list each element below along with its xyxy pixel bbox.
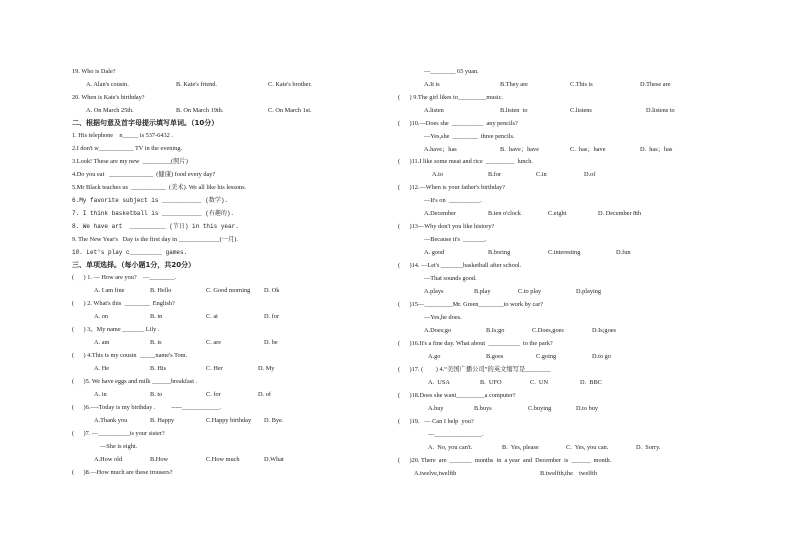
left-option-21-1: B. is — [150, 339, 162, 346]
left-option-25-3: D. of — [258, 391, 271, 398]
left-line-9: 5.Mr Black teaches us ___________ (美术). We all like his lessons. — [72, 184, 247, 191]
left-line-11: 7. I think basketball is ___________ (有趣的). — [72, 210, 235, 217]
right-option-24-0: A. USA — [428, 379, 450, 386]
right-option-17-0: A.plays — [424, 288, 444, 295]
right-option-26-0: A.buy — [428, 405, 444, 412]
left-option-30-2: C.How much — [206, 456, 240, 463]
left-option-1-2: C. Kate's brother. — [268, 81, 312, 88]
left-line-10: 6.My favorite subject is ___________ (数学). — [72, 197, 229, 204]
left-line-5: 1. His telephone n_____ is 537-6432 . — [72, 132, 173, 139]
left-option-17-0: A. I am fine — [94, 287, 125, 294]
right-option-14-2: C.interesting — [548, 249, 581, 256]
left-option-21-2: C. are — [206, 339, 222, 346]
left-option-27-1: B. Happy — [150, 417, 175, 424]
right-option-17-1: B.play — [474, 288, 491, 295]
right-line-7: ( )11.I like some meat and rice _________ lunch. — [398, 158, 533, 165]
left-option-19-2: C. at — [206, 313, 218, 320]
right-line-4: ( )10.—Does she __________ any pencils? — [398, 120, 518, 127]
left-option-17-1: B. Hello — [150, 287, 172, 294]
left-option-29-0: —She is eight. — [100, 443, 138, 450]
right-option-20-3: D.Is;goes — [592, 327, 616, 334]
left-line-14: 10. Let's play c_________ games. — [72, 249, 188, 256]
left-option-17-3: D. Ok — [264, 287, 280, 294]
right-line-27: ( )19. — Can I help you? — [398, 418, 474, 425]
right-option-26-1: B.buys — [474, 405, 492, 412]
right-option-1-2: C.This is — [570, 81, 593, 88]
right-option-6-0: A.have；has — [424, 146, 457, 153]
right-option-29-2: C. Yes, you can. — [566, 444, 609, 451]
right-option-8-3: D.of — [584, 171, 596, 178]
right-option-29-0: A. No, you can't. — [428, 444, 473, 451]
left-option-3-1: B. On March 19th. — [176, 107, 224, 114]
right-option-20-0: A.Does;go — [424, 327, 452, 334]
right-option-14-3: D.fun — [616, 249, 631, 256]
left-option-1-0: A. Alan's cousin. — [86, 81, 129, 88]
left-option-21-3: D. be — [264, 339, 278, 346]
right-option-8-0: A.to — [432, 171, 444, 178]
right-line-30: ( )20. There are _______ months in a year and December is ______ month. — [398, 457, 612, 464]
left-option-17-2: C. Good morning — [206, 287, 251, 294]
right-option-3-2: C.listens — [570, 107, 592, 114]
left-line-24: ( )5. We have eggs and milk ______breakfast . — [72, 378, 198, 385]
right-option-0-0: —________ 65 yuan. — [424, 68, 479, 75]
left-line-4: 二、根据句意及首字母提示填写单词。（10分） — [72, 119, 219, 127]
left-line-22: ( ) 4.This is my cousin _____name's Tom. — [72, 352, 188, 359]
right-option-11-2: C.eight — [548, 210, 567, 217]
left-option-30-3: D.What — [264, 456, 284, 463]
left-line-0: 19. Who is Dale? — [72, 68, 116, 75]
right-option-11-1: B.ten o'clock — [488, 210, 521, 217]
right-option-3-1: B.listen to — [500, 107, 528, 114]
right-option-1-1: B.They are — [500, 81, 528, 88]
left-line-2: 20. When is Kate's birthday? — [72, 94, 145, 101]
right-option-14-0: A. good — [424, 249, 445, 256]
left-option-1-1: B. Kate's friend. — [176, 81, 218, 88]
right-option-22-2: C.going — [536, 353, 557, 360]
right-option-3-0: A.listen — [424, 107, 444, 114]
right-option-26-2: C.buying — [528, 405, 552, 412]
right-option-22-3: D.to go — [592, 353, 611, 360]
right-line-23: ( )17. ( ) 4.“美国广播公司”的英文缩写是________ — [398, 366, 551, 373]
right-line-9: ( )12.—When is your father's birthday? — [398, 184, 505, 191]
right-option-8-1: B.for — [488, 171, 502, 178]
right-option-31-1: B.twelfth,the twelfth — [540, 470, 598, 477]
left-option-21-0: A. am — [94, 339, 110, 346]
left-option-19-3: D. for — [264, 313, 280, 320]
left-line-26: ( )6.—-Today is my birthday . -----____________. — [72, 404, 222, 411]
right-option-17-3: D.playing — [576, 288, 602, 295]
right-option-11-0: A.December — [424, 210, 456, 217]
left-line-28: ( )7. —__________is your sister? — [72, 430, 165, 437]
left-line-15: 三、单项选择。（每小题1分，共20分） — [72, 261, 196, 269]
right-option-11-3: D. December 8th — [598, 210, 642, 217]
right-option-1-0: A.It is — [424, 81, 440, 88]
right-line-2: ( ) 9.The girl likes to_________music. — [398, 94, 503, 101]
right-option-14-1: B.boring — [488, 249, 511, 256]
left-line-18: ( ) 2. What's this ________ English? — [72, 300, 175, 307]
left-option-23-3: D. My — [258, 365, 275, 372]
right-line-18: ( )15—_________Mr. Green________to work by car? — [398, 301, 543, 308]
right-option-24-1: B. UFO — [480, 379, 502, 386]
right-option-1-3: D.These are — [640, 81, 671, 88]
right-option-5-0: —Yes,she ________ three pencils. — [424, 133, 515, 140]
right-line-21: ( )16.It's a fine day. What about __________ to the park? — [398, 340, 553, 347]
right-option-29-3: D. Sorry. — [636, 444, 661, 451]
right-line-25: ( )18.Does she want_________a computer? — [398, 392, 516, 399]
left-option-3-2: C. On March 1st. — [268, 107, 312, 114]
right-option-10-0: —It's on __________. — [424, 197, 482, 204]
left-option-25-1: B. to — [150, 391, 163, 398]
right-option-17-2: C.to play — [518, 288, 542, 295]
right-line-12: ( )13—Why don't you like history? — [398, 223, 495, 230]
left-option-23-1: B. His — [150, 365, 167, 372]
right-option-24-2: C. UN — [530, 379, 549, 386]
right-option-20-2: C.Does,goes — [532, 327, 564, 334]
left-option-30-0: A.How old — [94, 456, 122, 463]
left-option-25-0: A. in — [94, 391, 107, 398]
right-option-19-0: —Yes,he does. — [424, 314, 462, 321]
right-option-16-0: —That sounds good. — [424, 275, 477, 282]
right-option-22-1: B.goes — [486, 353, 504, 360]
right-option-8-2: C.in — [536, 171, 547, 178]
right-option-6-1: B. have；have — [500, 146, 539, 153]
left-line-13: 9. The New Year's Day is the first day in _____________(一月). — [72, 236, 238, 243]
left-option-30-1: B.How — [150, 456, 169, 463]
right-option-28-0: —_______________. — [428, 431, 484, 438]
left-option-27-0: A.Thank you — [94, 417, 128, 424]
left-option-23-0: A. He — [94, 365, 110, 372]
right-option-13-0: —Because it's _______. — [424, 236, 487, 243]
left-option-27-3: D. Bye. — [264, 417, 284, 424]
right-option-3-3: D.listens to — [646, 107, 675, 114]
right-option-26-3: D.to buy — [576, 405, 599, 412]
left-option-3-0: A. On March 25th. — [86, 107, 134, 114]
right-option-6-2: C. has；have — [570, 146, 606, 153]
left-option-25-2: C. for — [206, 391, 221, 398]
left-option-19-1: B. in — [150, 313, 163, 320]
right-option-6-3: D. has；has — [640, 146, 673, 153]
left-line-12: 8. We have art __________ (节日) in this year. — [72, 223, 239, 230]
right-line-15: ( )14. —Let's _______basketball after school. — [398, 262, 522, 269]
right-option-22-0: A.go — [428, 353, 441, 360]
left-option-19-0: A. on — [94, 313, 108, 320]
right-option-31-0: A.twelve,twelfth — [414, 470, 457, 477]
left-line-16: ( ) 1. — How are you? —________. — [72, 274, 177, 281]
right-option-24-3: D. BBC — [580, 379, 602, 386]
right-option-29-1: B. Yes, please — [502, 444, 539, 451]
right-option-20-1: B.Is;go — [486, 327, 505, 334]
left-line-6: 2.I don't w___________ TV in the evening. — [72, 145, 183, 152]
left-option-23-2: C. Her — [206, 365, 223, 372]
left-line-20: ( ) 3。My name _______ Lily . — [72, 326, 160, 333]
left-line-31: ( )8.—How much are these trousers? — [72, 469, 173, 476]
left-line-8: 4.Do you eat ______________ (健康) food every day? — [72, 171, 216, 178]
left-option-27-2: C.Happy birthday — [206, 417, 252, 424]
left-line-7: 3.Look! These are my new _________(照片) — [72, 158, 188, 165]
